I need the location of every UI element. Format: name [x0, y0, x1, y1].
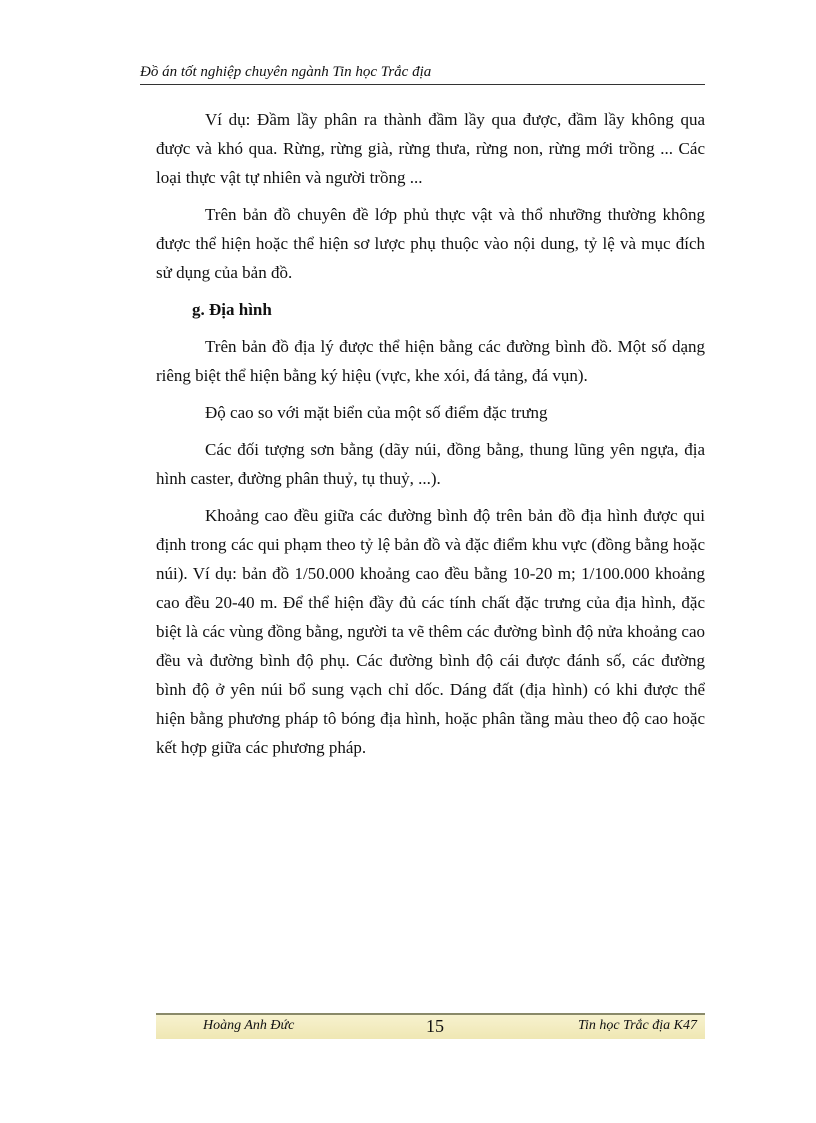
page-footer — [156, 1013, 705, 1039]
paragraph-contour-interval: Khoảng cao đều giữa các đường bình độ trên bản đồ địa hình được qui định trong các qui phạm theo tỷ lệ bản đồ và đặc điểm khu vực (đồng bằng hoặc núi). Ví dụ: bản đồ 1/50.000 khoảng cao đều bằng 10-20 m; 1/100.000 khoảng cao đều 20-40 m. Để thể hiện đầy đủ các tính chất đặc trưng của địa hình, đặc biệt là các vùng đồng bằng, người ta vẽ thêm các đường bình độ nửa khoảng cao đều và đường bình độ phụ. Các đường bình độ cái được đánh số, các đường bình độ ở yên núi bổ sung vạch chỉ dốc. Dáng đất (địa hình) có khi được thể hiện bằng phương pháp tô bóng địa hình, hoặc phân tầng màu theo độ cao hoặc kết hợp giữa các phương pháp. — [156, 506, 705, 757]
paragraph-landforms: Các đối tượng sơn bằng (dãy núi, đồng bằng, thung lũng yên ngựa, địa hình caster, đường phân thuỷ, tụ thuỷ, ...). — [156, 440, 705, 488]
footer-course: Tin học Trắc địa K47 — [577, 1018, 697, 1033]
document-body — [156, 105, 705, 770]
footer-author: Hoàng Anh Đức — [203, 1018, 295, 1033]
paragraph-elevation: Độ cao so với mặt biển của một số điểm đặc trưng — [205, 403, 548, 422]
paragraph-terrain-contours: Trên bản đồ địa lý được thể hiện bằng các đường bình đồ. Một số dạng riêng biệt thể hiện bằng ký hiệu (vực, khe xói, đá tảng, đá vụn). — [156, 337, 705, 385]
paragraph-example-swamp: Ví dụ: Đầm lầy phân ra thành đầm lầy qua được, đầm lầy không qua được và khó qua. Rừng, rừng già, rừng thưa, rừng non, rừng mới trồng ... Các loại thực vật tự nhiên và người trồng ... — [156, 110, 705, 187]
page-number: 15 — [426, 1016, 444, 1036]
paragraph-thematic-map: Trên bản đồ chuyên đề lớp phủ thực vật và thổ nhưỡng thường không được thể hiện hoặc thể hiện sơ lược phụ thuộc vào nội dung, tỷ lệ và mục đích sử dụng của bản đồ. — [156, 205, 705, 282]
section-heading: g. Địa hình — [192, 300, 272, 319]
page-header: Đồ án tốt nghiệp chuyên ngành Tin học Trắc địa — [140, 62, 705, 85]
